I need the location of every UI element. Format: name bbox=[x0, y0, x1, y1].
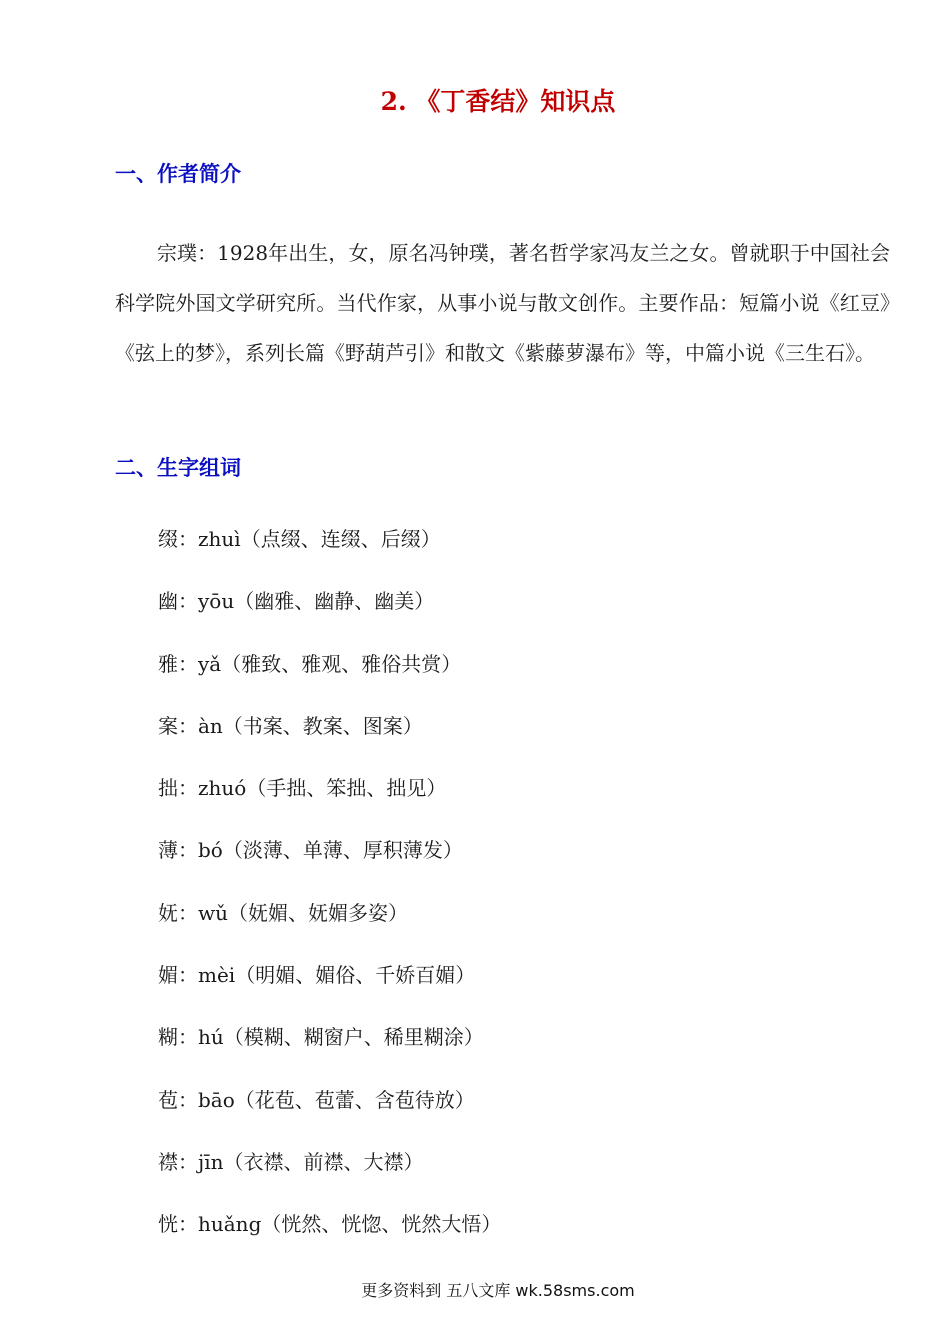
list-item: 幽：yōu（幽雅、幽静、幽美） bbox=[158, 589, 435, 614]
list-item: 妩：wǔ（妩媚、妩媚多姿） bbox=[158, 900, 408, 925]
list-item: 恍：huǎng（恍然、恍惚、恍然大悟） bbox=[158, 1212, 502, 1237]
vocabulary-list bbox=[158, 522, 501, 1270]
footer-note: 更多资料到 五八文库 wk.58sms.com bbox=[361, 1281, 635, 1300]
list-item: 案：àn（书案、教案、图案） bbox=[158, 713, 423, 738]
author-intro-paragraph: 宗璞：1928年出生，女，原名冯钟璞，著名哲学家冯友兰之女。曾就职于中国社会科学院外国文学研究所。当代作家，从事小说与散文创作。主要作品：短篇小说《红豆》《弦上的梦》，系列长篇《野葫芦引》和散文《紫藤萝瀑布》等，中篇小说《三生石》。 bbox=[115, 241, 890, 365]
list-item: 拙：zhuó（手拙、笨拙、拙见） bbox=[158, 776, 447, 801]
section-heading-vocabulary: 二、生字组词 bbox=[115, 456, 241, 480]
list-item: 薄：bó（淡薄、单薄、厚积薄发） bbox=[158, 838, 463, 863]
document-title: 2. 《丁香结》知识点 bbox=[380, 87, 616, 116]
list-item: 糊：hú（模糊、糊窗户、稀里糊涂） bbox=[158, 1025, 484, 1050]
list-item: 襟：jīn（衣襟、前襟、大襟） bbox=[158, 1149, 424, 1174]
section-heading-author: 一、作者简介 bbox=[115, 162, 241, 186]
list-item: 媚：mèi（明媚、媚俗、千娇百媚） bbox=[158, 963, 476, 988]
list-item: 缀：zhuì（点缀、连缀、后缀） bbox=[158, 527, 441, 551]
list-item: 雅：yǎ（雅致、雅观、雅俗共赏） bbox=[158, 651, 462, 676]
list-item: 苞：bāo（花苞、苞蕾、含苞待放） bbox=[158, 1087, 475, 1112]
